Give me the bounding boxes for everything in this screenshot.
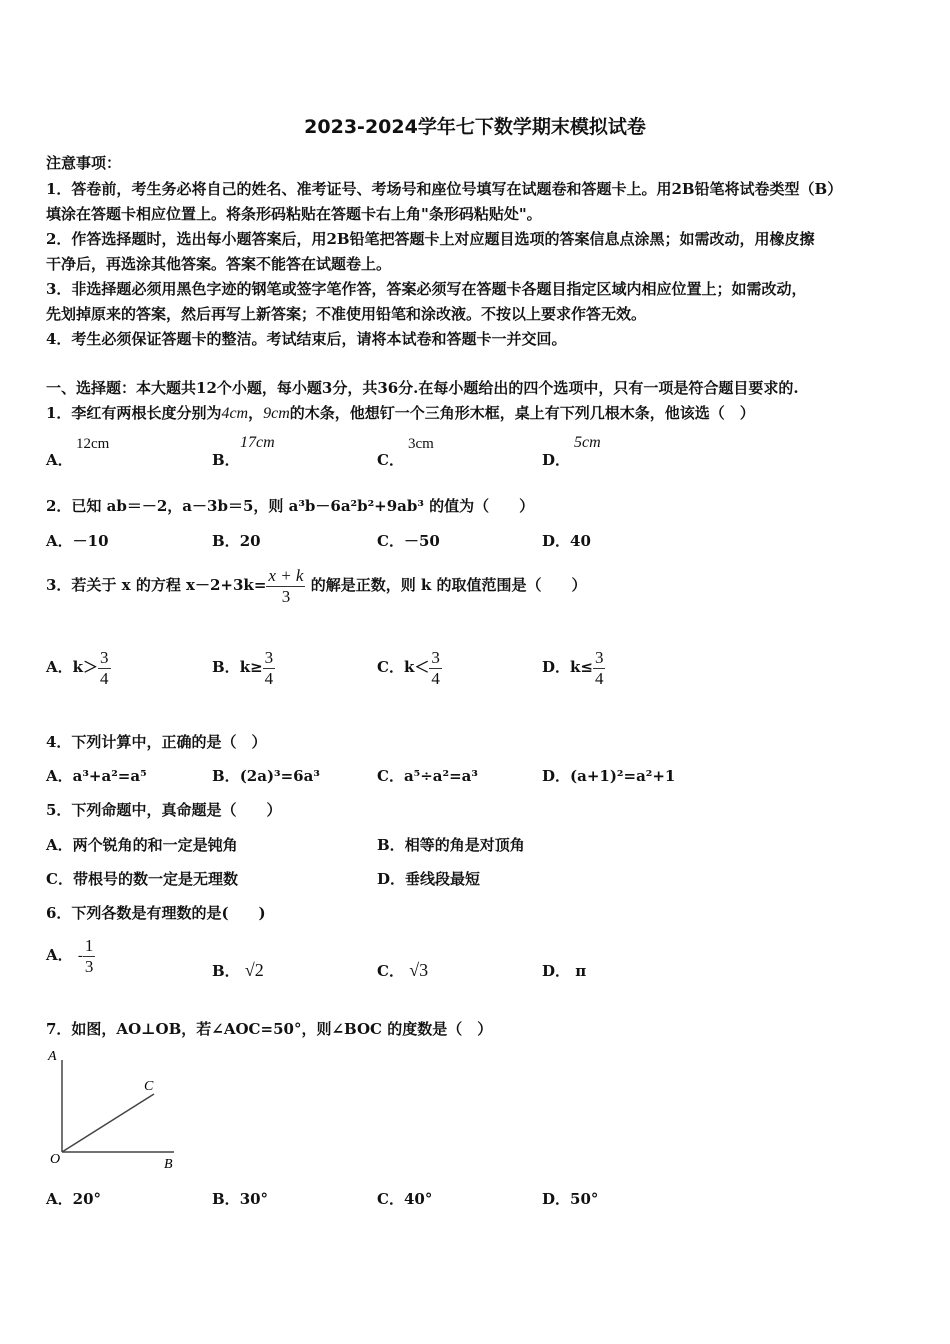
notice-line: 4．考生必须保证答题卡的整洁。考试结束后，请将本试卷和答题卡一并交回。	[46, 330, 567, 348]
notice-line: 3．非选择题必须用黑色字迹的钢笔或签字笔作答，答案必须写在答题卡各题目指定区域内相应位置上；如需改动，	[46, 280, 807, 298]
question-5-stem: 5．下列命题中，真命题是（ ）	[46, 801, 282, 819]
length-value: 4cm	[221, 405, 249, 422]
q7-option-c: C．40°	[377, 1190, 433, 1208]
label-b: B	[164, 1157, 173, 1172]
label-c: C	[144, 1079, 154, 1094]
q5-option-d: D．垂线段最短	[377, 870, 481, 888]
notice-line: 1．答卷前，考生务必将自己的姓名、准考证号、考场号和座位号填写在试题卷和答题卡上。用2B铅笔将试卷类型（B）	[46, 180, 843, 198]
q1-option-a-value: 12cm	[76, 436, 110, 452]
q5-option-c: C．带根号的数一定是无理数	[46, 870, 238, 888]
notice-line: 先划掉原来的答案，然后再写上新答案；不准使用铅笔和涂改液。不按以上要求作答无效。	[46, 305, 647, 323]
q1-option-b-value: 17cm	[240, 434, 275, 451]
label-o: O	[50, 1152, 61, 1167]
section-heading: 一、选择题：本大题共12个小题，每小题3分，共36分.在每小题给出的四个选项中，只有一项是符合题目要求的.	[46, 379, 799, 397]
question-7-stem: 7．如图，AO⊥OB，若∠AOC=50°，则∠BOC 的度数是（ ）	[46, 1020, 493, 1038]
question-6-stem: 6．下列各数是有理数的是( )	[46, 904, 266, 922]
angle-diagram	[46, 1048, 186, 1173]
q7-option-a: A．20°	[46, 1190, 102, 1208]
q3-option-d: D．k≤ $\frac{3}{4}$	[542, 648, 604, 688]
question-3-stem: 3．若关于 x 的方程 x－2+3k= $\frac{x + k}{3}$ 的解是正数，则 k 的取值范围是（ ）	[46, 566, 587, 606]
q1-option-c-value: 3cm	[408, 436, 434, 452]
q5-option-b: B．相等的角是对顶角	[377, 836, 525, 854]
ray-oc	[62, 1094, 154, 1152]
q6-option-c: C． √3	[377, 960, 429, 980]
label-a: A	[48, 1049, 57, 1064]
page-title: 2023-2024学年七下数学期末模拟试卷	[304, 116, 646, 138]
q4-option-a: A．a³+a²=a⁵	[46, 767, 147, 785]
fraction: $\frac{x + k}{3}$	[268, 566, 304, 606]
q1-option-a-label: A．	[46, 451, 73, 469]
q2-option-d: D．40	[542, 532, 591, 550]
q4-option-b: B．(2a)³=6a³	[212, 767, 320, 785]
q3-option-c: C．k＜ $\frac{3}{4}$	[377, 648, 440, 688]
question-1-stem: 1．李红有两根长度分别为4cm，9cm的木条，他想钉一个三角形木框，桌上有下列几根木条，他该选（ ）	[46, 404, 755, 422]
angle-figure	[46, 1048, 186, 1177]
q3-option-a: A．k＞ $\frac{3}{4}$	[46, 648, 109, 688]
q6-option-a: A． - $\frac{1}{3}$	[46, 936, 94, 976]
length-value: 9cm	[263, 405, 290, 422]
q1-option-c-label: C．	[377, 451, 404, 469]
q7-option-b: B．30°	[212, 1190, 269, 1208]
question-2-stem: 2．已知 ab＝－2，a－3b＝5，则 a³b－6a²b²+9ab³ 的值为（ ）	[46, 497, 535, 515]
q2-option-c: C．－50	[377, 532, 440, 550]
q3-option-b: B．k≥ $\frac{3}{4}$	[212, 648, 274, 688]
q6-option-d: D． π	[542, 962, 587, 980]
q4-option-c: C．a⁵÷a²=a³	[377, 767, 478, 785]
q1-option-b-label: B．	[212, 451, 240, 469]
q1-option-d-label: D．	[542, 451, 571, 469]
q2-option-a: A．－10	[46, 532, 109, 550]
q7-option-d: D．50°	[542, 1190, 599, 1208]
notice-line: 2．作答选择题时，选出每小题答案后，用2B铅笔把答题卡上对应题目选项的答案信息点涂黑；如需改动，用橡皮擦	[46, 230, 815, 248]
q4-option-d: D．(a+1)²=a²+1	[542, 767, 676, 785]
notice-line: 填涂在答题卡相应位置上。将条形码粘贴在答题卡右上角"条形码粘贴处"。	[46, 205, 542, 223]
q6-option-b: B． √2	[212, 960, 264, 980]
notice-heading: 注意事项：	[46, 154, 122, 172]
q1-option-d-value: 5cm	[574, 434, 601, 451]
question-4-stem: 4．下列计算中，正确的是（ ）	[46, 733, 267, 751]
q2-option-b: B．20	[212, 532, 261, 550]
q5-option-a: A．两个锐角的和一定是钝角	[46, 836, 238, 854]
notice-line: 干净后，再选涂其他答案。答案不能答在试题卷上。	[46, 255, 392, 273]
